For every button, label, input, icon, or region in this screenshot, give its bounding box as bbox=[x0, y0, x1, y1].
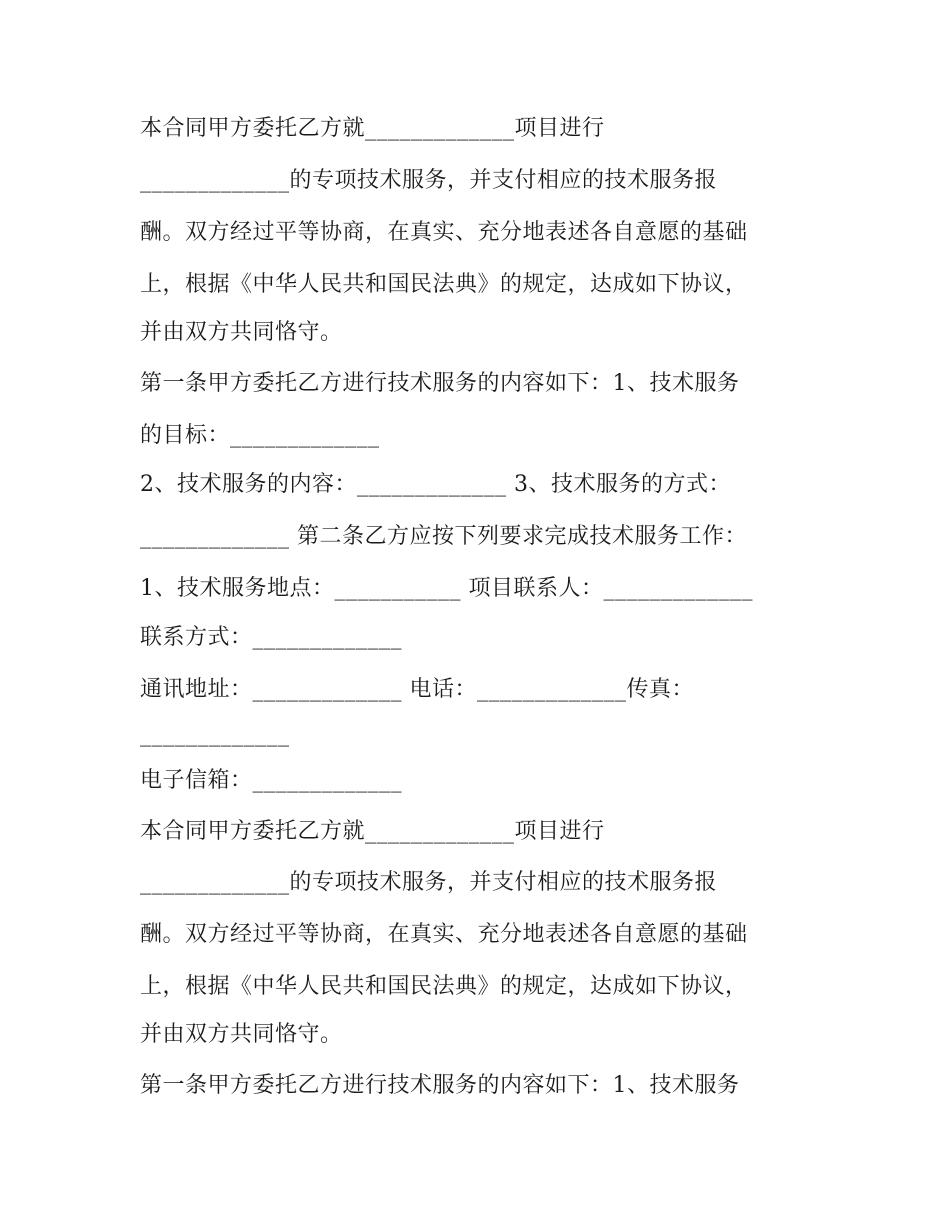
text-line: 并由双方共同恪守。 bbox=[140, 1022, 343, 1047]
text-line: _____________ 第二条乙方应按下列要求完成技术服务工作： bbox=[140, 524, 747, 549]
text-line: 酬。双方经过平等协商，在真实、充分地表述各自意愿的基础 bbox=[140, 922, 748, 947]
text-line: 上，根据《中华人民共和国民法典》的规定，达成如下协议， bbox=[140, 974, 748, 999]
text-line: 第一条甲方委托乙方进行技术服务的内容如下：1、技术服务 bbox=[140, 371, 740, 396]
text-line: 电子信箱：_____________ bbox=[140, 768, 403, 793]
text-line: 并由双方共同恪守。 bbox=[140, 320, 343, 345]
text-line: 第一条甲方委托乙方进行技术服务的内容如下：1、技术服务 bbox=[140, 1073, 740, 1098]
text-line: 1、技术服务地点：___________ 项目联系人：_____________ bbox=[140, 576, 753, 601]
text-line: _____________的专项技术服务，并支付相应的技术服务报 bbox=[140, 168, 718, 193]
text-line: 本合同甲方委托乙方就_____________项目进行 bbox=[140, 819, 605, 844]
text-line: 2、技术服务的内容：_____________ 3、技术服务的方式： bbox=[140, 472, 731, 497]
text-line: 的目标：_____________ bbox=[140, 423, 380, 448]
text-line: 上，根据《中华人民共和国民法典》的规定，达成如下协议， bbox=[140, 272, 748, 297]
text-line: 本合同甲方委托乙方就_____________项目进行 bbox=[140, 116, 605, 141]
text-line: 酬。双方经过平等协商，在真实、充分地表述各自意愿的基础 bbox=[140, 220, 748, 245]
text-line: 联系方式：_____________ bbox=[140, 625, 403, 650]
text-line: _____________的专项技术服务，并支付相应的技术服务报 bbox=[140, 870, 718, 895]
text-line: _____________ bbox=[140, 722, 290, 747]
text-line: 通讯地址：_____________ 电话：_____________传真： bbox=[140, 677, 694, 702]
